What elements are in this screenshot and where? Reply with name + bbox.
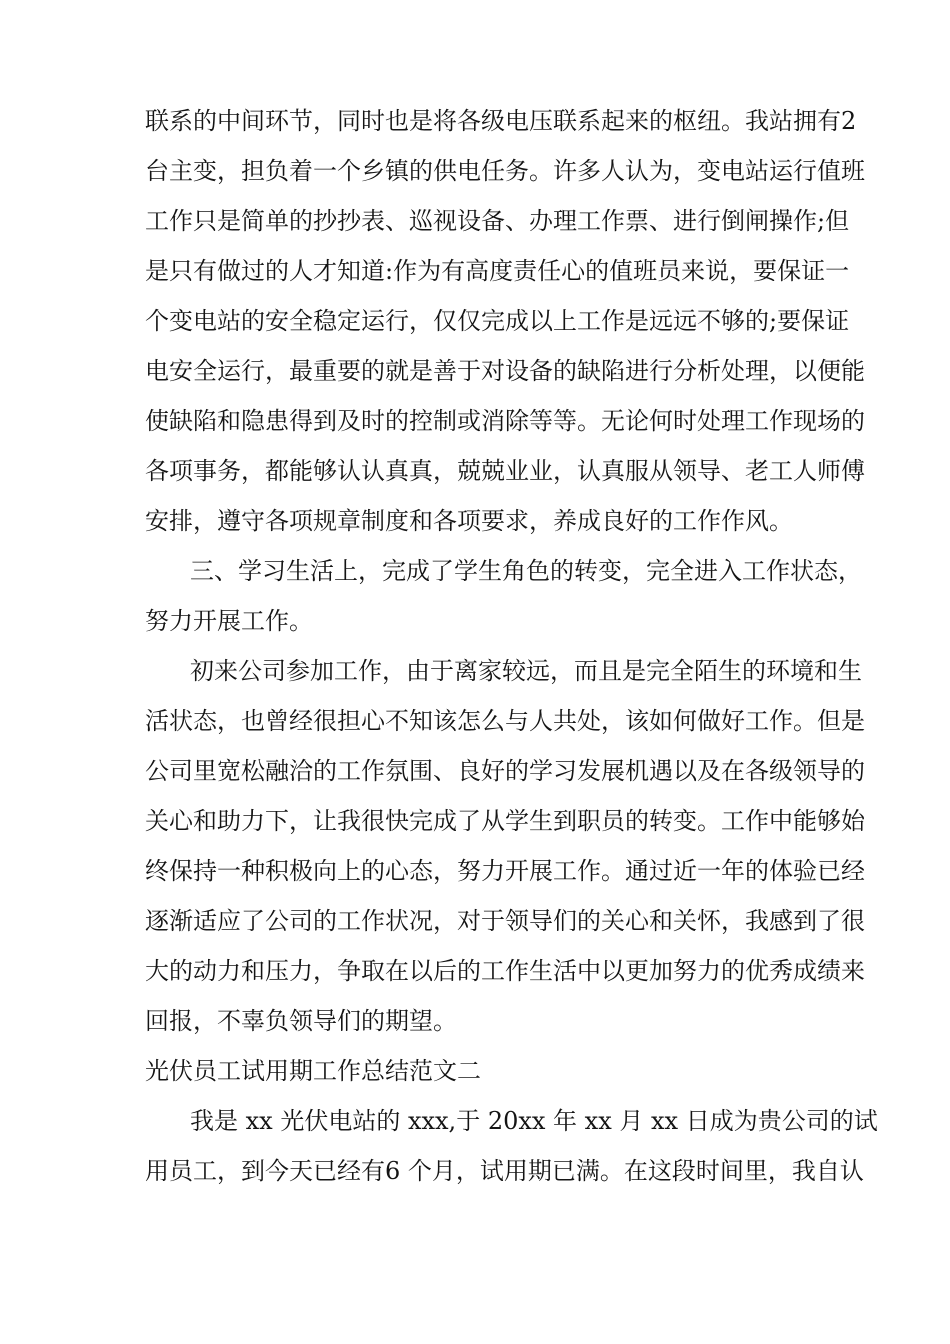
text-line: 电安全运行，最重要的就是善于对设备的缺陷进行分析处理，以便能 bbox=[145, 357, 865, 385]
text-line: 工作只是简单的抄抄表、巡视设备、办理工作票、进行倒闸操作;但 bbox=[145, 207, 850, 235]
text-line: 联系的中间环节，同时也是将各级电压联系起来的枢纽。我站拥有2 bbox=[145, 107, 857, 135]
text-line: 各项事务，都能够认认真真，兢兢业业，认真服从领导、老工人师傅 bbox=[145, 457, 865, 485]
text-line: 安排，遵守各项规章制度和各项要求，养成良好的工作作风。 bbox=[145, 507, 793, 535]
text-line: 公司里宽松融洽的工作氛围、良好的学习发展机遇以及在各级领导的 bbox=[145, 757, 865, 785]
paragraph-first-line: 初来公司参加工作，由于离家较远，而且是完全陌生的环境和生 bbox=[190, 657, 862, 685]
text-line: 逐渐适应了公司的工作状况，对于领导们的关心和关怀，我感到了很 bbox=[145, 907, 865, 935]
text-line: 个变电站的安全稳定运行，仅仅完成以上工作是远远不够的;要保证 bbox=[145, 307, 850, 335]
text-line: 终保持一种积极向上的心态，努力开展工作。通过近一年的体验已经 bbox=[145, 857, 865, 885]
text-line: 回报，不辜负领导们的期望。 bbox=[145, 1007, 457, 1035]
text-line: 大的动力和压力，争取在以后的工作生活中以更加努力的优秀成绩来 bbox=[145, 957, 865, 985]
text-line: 台主变，担负着一个乡镇的供电任务。许多人认为，变电站运行值班 bbox=[145, 157, 865, 185]
section-heading: 三、学习生活上，完成了学生角色的转变，完全进入工作状态， bbox=[190, 557, 862, 585]
text-line: 努力开展工作。 bbox=[145, 607, 313, 635]
text-line: 活状态，也曾经很担心不知该怎么与人共处，该如何做好工作。但是 bbox=[145, 707, 865, 735]
paragraph-first-line: 我是 xx 光伏电站的 xxx,于 20xx 年 xx 月 xx 日成为贵公司的试 bbox=[190, 1107, 878, 1135]
text-line: 用员工，到今天已经有6 个月，试用期已满。在这段时间里，我自认 bbox=[145, 1157, 864, 1185]
text-line: 是只有做过的人才知道:作为有高度责任心的值班员来说，要保证一 bbox=[145, 257, 850, 285]
document-title: 光伏员工试用期工作总结范文二 bbox=[145, 1057, 481, 1085]
text-line: 关心和助力下，让我很快完成了从学生到职员的转变。工作中能够始 bbox=[145, 807, 865, 835]
text-line: 使缺陷和隐患得到及时的控制或消除等等。无论何时处理工作现场的 bbox=[145, 407, 865, 435]
